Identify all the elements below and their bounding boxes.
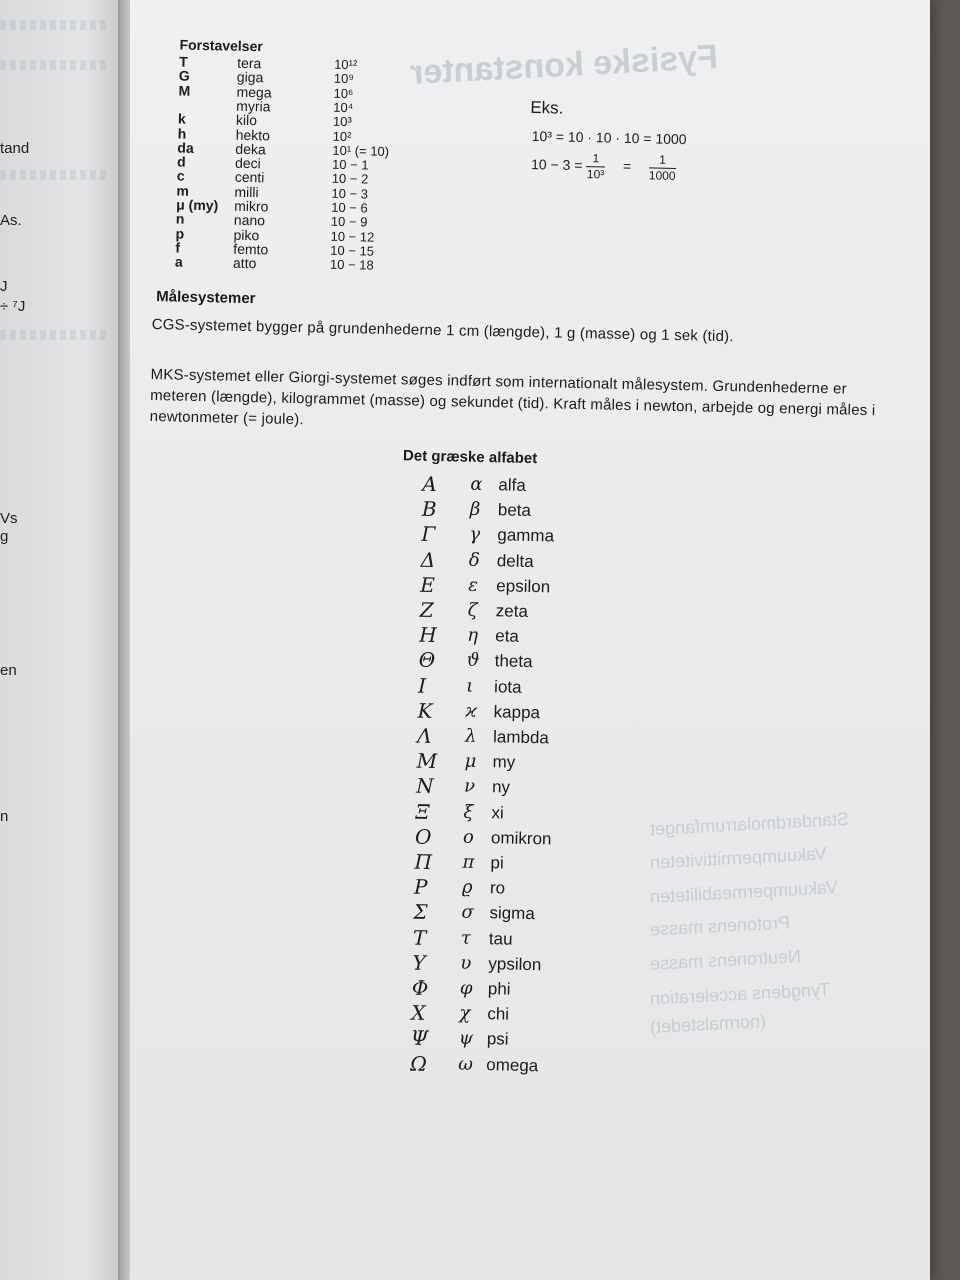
prefix-symbol: M bbox=[178, 82, 191, 99]
greek-letter-row bbox=[413, 900, 535, 925]
prefix-symbol: a bbox=[174, 253, 183, 270]
greek-letter-name: ypsilon bbox=[488, 954, 542, 975]
prefix-power: 10 − 1 bbox=[331, 156, 369, 173]
greek-letter-name: my bbox=[492, 752, 516, 772]
prefix-title: Forstavelser bbox=[179, 36, 263, 55]
greek-letter-name: lambda bbox=[492, 727, 550, 748]
greek-lowercase: τ bbox=[460, 927, 472, 949]
section-title-maalesystemer: Målesystemer bbox=[156, 288, 256, 308]
greek-lowercase: ϰ bbox=[465, 700, 478, 722]
greek-letter-row bbox=[418, 622, 520, 648]
greek-letter-name: phi bbox=[487, 979, 511, 999]
greek-uppercase: Μ bbox=[416, 748, 438, 774]
greek-lowercase: υ bbox=[460, 952, 472, 974]
greek-uppercase: Λ bbox=[416, 723, 432, 748]
prefix-symbol: p bbox=[175, 225, 185, 242]
left-fragment: J bbox=[0, 278, 8, 295]
left-fragment: As. bbox=[0, 212, 22, 229]
greek-letter-name: xi bbox=[491, 802, 505, 823]
greek-uppercase: Ξ bbox=[415, 799, 430, 824]
prefix-symbol: d bbox=[176, 153, 186, 170]
prefix-symbol: G bbox=[178, 67, 190, 85]
prefix-power: 10 − 6 bbox=[331, 199, 368, 216]
greek-letter-name: theta bbox=[494, 651, 533, 672]
greek-lowercase: π bbox=[462, 851, 475, 873]
greek-letter-row bbox=[416, 748, 516, 774]
fraction-denominator: 1000 bbox=[648, 168, 676, 183]
greek-uppercase: Χ bbox=[411, 1000, 426, 1026]
greek-lowercase: β bbox=[469, 498, 481, 521]
greek-letter-row bbox=[417, 673, 522, 698]
prefix-power: 10¹² bbox=[334, 56, 358, 73]
greek-letter-row bbox=[415, 799, 505, 824]
greek-uppercase: Π bbox=[414, 849, 433, 875]
left-fragment: g bbox=[0, 528, 9, 545]
prefix-power: 10³ bbox=[332, 113, 352, 130]
prefix-name: milli bbox=[234, 183, 259, 200]
example-fraction-line bbox=[531, 150, 676, 184]
prefix-name: nano bbox=[233, 212, 266, 229]
prefix-symbol: μ (my) bbox=[176, 196, 219, 214]
greek-letter-name: zeta bbox=[495, 601, 529, 621]
prefix-name: giga bbox=[236, 69, 264, 86]
bleed-line: Vakuumpermittiviteten bbox=[649, 843, 828, 873]
prefix-power: 10¹ (= 10) bbox=[332, 142, 390, 159]
prefix-power: 10 − 15 bbox=[330, 242, 375, 259]
bleed-line: Vakuumpermeabiliteten bbox=[649, 877, 839, 907]
greek-letter-row bbox=[417, 698, 541, 723]
greek-letter-row bbox=[418, 648, 533, 673]
prefix-name: deci bbox=[234, 154, 261, 172]
greek-lowercase: ω bbox=[458, 1053, 474, 1075]
greek-lowercase: μ bbox=[464, 750, 477, 773]
greek-lowercase: δ bbox=[468, 549, 480, 571]
greek-lowercase: ι bbox=[465, 675, 474, 697]
greek-letter-name: tau bbox=[488, 928, 513, 949]
prefix-power: 10 − 2 bbox=[331, 171, 369, 187]
greek-uppercase: Ζ bbox=[419, 597, 434, 622]
greek-letter-row bbox=[411, 1000, 510, 1026]
book-page bbox=[130, 0, 930, 1280]
greek-letter-row bbox=[410, 1051, 539, 1076]
left-page-ghost-text bbox=[0, 20, 110, 30]
greek-uppercase: Ο bbox=[414, 824, 432, 849]
fraction-numerator: 1 bbox=[586, 151, 605, 167]
left-page-ghost-text bbox=[0, 170, 110, 180]
fraction bbox=[586, 151, 605, 182]
greek-lowercase: ψ bbox=[458, 1027, 474, 1050]
greek-letter-name: chi bbox=[487, 1004, 510, 1024]
greek-letter-name: psi bbox=[486, 1029, 509, 1050]
prefix-symbol: m bbox=[176, 182, 190, 199]
prefix-name: hekto bbox=[235, 126, 271, 143]
prefix-name: tera bbox=[237, 54, 262, 72]
prefix-symbol: n bbox=[175, 210, 185, 227]
equals-sign: = bbox=[622, 158, 632, 175]
prefix-power: 10² bbox=[332, 128, 352, 144]
left-page-ghost-text bbox=[0, 330, 110, 340]
greek-letter-name: sigma bbox=[489, 903, 535, 924]
greek-letter-name: epsilon bbox=[496, 576, 551, 597]
example-line: 10³ = 10 · 10 · 10 = 1000 bbox=[531, 127, 687, 148]
greek-uppercase: Α bbox=[422, 471, 438, 497]
greek-lowercase: χ bbox=[459, 1002, 471, 1025]
prefix-name: mikro bbox=[234, 197, 269, 215]
prefix-power: 10 − 3 bbox=[331, 185, 369, 202]
greek-letter-name: beta bbox=[497, 500, 532, 521]
prefix-symbol: T bbox=[179, 53, 188, 70]
greek-letter-name: omikron bbox=[490, 828, 552, 849]
greek-letter-row bbox=[416, 723, 550, 748]
fraction bbox=[649, 152, 676, 184]
greek-lowercase: σ bbox=[461, 902, 474, 924]
fraction-numerator: 1 bbox=[649, 152, 676, 169]
greek-alphabet-list bbox=[410, 472, 643, 1086]
left-page bbox=[0, 0, 120, 1280]
greek-letter-row bbox=[421, 496, 532, 522]
greek-letter-name: ny bbox=[491, 777, 511, 798]
greek-lowercase: α bbox=[470, 473, 483, 495]
prefix-symbol: da bbox=[177, 139, 194, 156]
greek-letter-row bbox=[412, 925, 513, 950]
left-page-ghost-text bbox=[0, 60, 110, 70]
greek-uppercase: Β bbox=[421, 496, 437, 522]
greek-uppercase: Ι bbox=[417, 673, 427, 698]
prefix-symbol: c bbox=[176, 167, 185, 185]
greek-letter-row bbox=[420, 572, 551, 597]
greek-lowercase: λ bbox=[464, 725, 477, 747]
greek-uppercase: Γ bbox=[421, 522, 436, 547]
greek-letter-row bbox=[415, 774, 511, 799]
greek-uppercase: Ψ bbox=[410, 1025, 429, 1051]
greek-lowercase: ξ bbox=[463, 801, 474, 823]
greek-letter-name: ro bbox=[489, 878, 506, 898]
prefix-name: centi bbox=[234, 169, 265, 186]
prefix-name: myria bbox=[236, 97, 271, 115]
left-fragment: Vs bbox=[0, 510, 18, 527]
prefix-symbol: f bbox=[175, 239, 181, 256]
greek-uppercase: Ρ bbox=[413, 874, 428, 900]
greek-alphabet-title: Det græske alfabet bbox=[402, 447, 538, 468]
greek-uppercase: Ω bbox=[410, 1051, 428, 1076]
greek-uppercase: Φ bbox=[411, 975, 429, 1000]
example-label: Eks. bbox=[530, 97, 564, 118]
page-content bbox=[116, 0, 943, 1280]
prefix-power: 10 − 9 bbox=[330, 214, 368, 230]
greek-letter-row bbox=[414, 824, 552, 849]
prefix-name: deka bbox=[235, 140, 266, 158]
prefix-power: 10⁹ bbox=[333, 71, 355, 87]
greek-letter-row bbox=[414, 849, 504, 875]
greek-uppercase: Υ bbox=[412, 950, 426, 975]
bleed-line: Tyngdens acceleration bbox=[649, 979, 831, 1009]
greek-letter-name: eta bbox=[495, 626, 520, 646]
greek-letter-row bbox=[413, 874, 506, 900]
greek-uppercase: Θ bbox=[418, 648, 436, 673]
fraction-denominator: 10³ bbox=[586, 167, 605, 182]
left-fragment: tand bbox=[0, 140, 30, 157]
greek-lowercase: ϑ bbox=[466, 650, 480, 672]
bleed-line: Standardmolarrumfanget bbox=[649, 808, 850, 840]
prefix-symbol: h bbox=[177, 125, 187, 142]
greek-letter-row bbox=[419, 597, 529, 622]
greek-letter-row bbox=[412, 950, 542, 975]
greek-letter-row bbox=[420, 547, 534, 572]
greek-letter-name: gamma bbox=[497, 525, 555, 546]
bleed-title: Fysiske konstanter bbox=[409, 37, 719, 93]
greek-letter-name: iota bbox=[493, 676, 522, 697]
left-fragment: n bbox=[0, 808, 9, 825]
prefix-name: piko bbox=[233, 226, 260, 243]
bleed-line: (normalstedet) bbox=[649, 1010, 767, 1038]
paragraph-cgs: CGS-systemet bygger på grundenhederne 1 cm (længde), 1 g (masse) og 1 sek (tid). bbox=[151, 316, 734, 346]
prefix-power: 10⁶ bbox=[333, 85, 354, 101]
greek-lowercase: ο bbox=[462, 826, 475, 848]
prefix-power: 10 − 12 bbox=[330, 228, 375, 245]
greek-lowercase: φ bbox=[459, 977, 473, 999]
greek-letter-row bbox=[411, 975, 511, 1000]
greek-uppercase: Δ bbox=[420, 547, 436, 572]
greek-uppercase: Ε bbox=[420, 572, 436, 597]
greek-letter-name: kappa bbox=[493, 702, 541, 723]
greek-uppercase: Σ bbox=[413, 900, 428, 925]
greek-uppercase: Κ bbox=[417, 698, 433, 723]
greek-letter-name: alfa bbox=[498, 475, 527, 495]
prefix-name: mega bbox=[236, 83, 272, 101]
prefix-symbol: k bbox=[177, 110, 186, 127]
greek-lowercase: ε bbox=[468, 574, 479, 596]
paragraph-mks: MKS-systemet eller Giorgi-systemet søges indført som internationalt målesystem. Grundenhederne er meteren (længde), kilogrammet (masse) og sekundet (tid). Kraft måles i newton, arbejde og energi måles i newtonmeter (= joule). bbox=[149, 366, 876, 429]
greek-uppercase: Τ bbox=[412, 925, 427, 950]
left-fragment: ÷ ⁷J bbox=[0, 298, 26, 315]
greek-letter-name: omega bbox=[486, 1054, 539, 1075]
greek-uppercase: Ν bbox=[415, 774, 434, 799]
greek-letter-name: pi bbox=[490, 853, 504, 873]
greek-uppercase: Η bbox=[418, 622, 437, 648]
prefix-power: 10 − 18 bbox=[329, 256, 374, 273]
greek-letter-name: delta bbox=[496, 550, 534, 571]
left-fragment: en bbox=[0, 662, 17, 679]
bleed-line: Protonens masse bbox=[649, 912, 791, 940]
prefix-name: atto bbox=[232, 254, 257, 272]
greek-lowercase: ν bbox=[463, 776, 476, 798]
greek-lowercase: η bbox=[467, 624, 479, 647]
greek-lowercase: ϱ bbox=[461, 876, 473, 899]
prefix-name: femto bbox=[233, 240, 269, 258]
greek-letter-row bbox=[410, 1025, 509, 1051]
prefix-power: 10⁴ bbox=[333, 99, 354, 116]
greek-letter-row bbox=[422, 471, 527, 497]
prefix-name: kilo bbox=[235, 111, 258, 129]
greek-lowercase: ζ bbox=[467, 599, 478, 621]
example-lhs: 10 − 3 = bbox=[530, 156, 583, 174]
bleed-line: Neutronens masse bbox=[649, 946, 802, 974]
greek-letter-row bbox=[421, 522, 555, 547]
greek-lowercase: γ bbox=[469, 524, 481, 546]
